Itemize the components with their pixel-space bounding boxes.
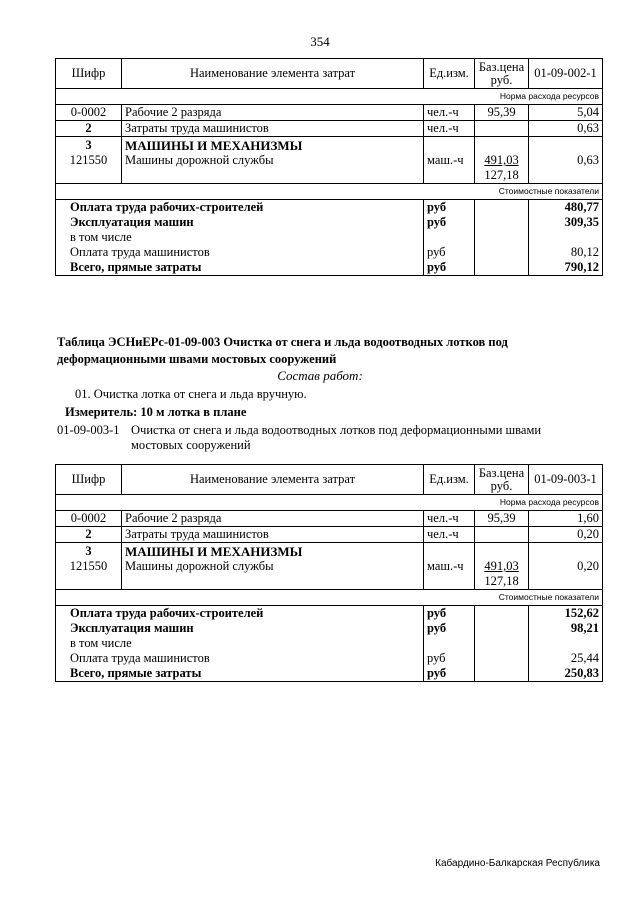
machine-unit: маш.-ч — [424, 137, 475, 184]
section-title: МАШИНЫ И МЕХАНИЗМЫ — [125, 544, 303, 559]
table-row — [56, 105, 603, 121]
machines-section-row — [56, 137, 603, 184]
summary-row — [56, 621, 603, 636]
summary-value — [529, 636, 603, 651]
summary-label: Всего, прямые затраты — [56, 666, 424, 682]
summary-value — [529, 230, 603, 245]
summary-unit — [424, 636, 475, 651]
summary-unit: руб — [424, 666, 475, 682]
resource-norm-row — [56, 495, 603, 511]
table-heading-line1: Таблица ЭСНиЕРс-01-09-003 Очистка от снега и льда водоотводных лотков под — [57, 335, 508, 349]
table-header-row — [56, 59, 603, 89]
row-name: Затраты труда машинистов — [122, 121, 424, 137]
row-value: 5,04 — [529, 105, 603, 121]
machine-price-cell — [475, 137, 529, 184]
row-name: Затраты труда машинистов — [122, 527, 424, 543]
row-value: 0,20 — [529, 527, 603, 543]
composition-title: Состав работ: — [277, 368, 363, 383]
summary-label: Эксплуатация машин — [56, 215, 424, 230]
row-unit: чел.-ч — [424, 511, 475, 527]
col-header-name: Наименование элемента затрат — [122, 465, 424, 495]
summary-value: 25,44 — [529, 651, 603, 666]
resource-norm-label: Норма расхода ресурсов — [56, 495, 603, 511]
machine-code: 121550 — [69, 559, 108, 573]
measurement-unit: Измеритель: 10 м лотка в плане — [65, 405, 247, 419]
row-name: Рабочие 2 разряда — [122, 105, 424, 121]
machine-name: Машины дорожной службы — [125, 153, 274, 167]
summary-value: 152,62 — [529, 606, 603, 622]
summary-label: Оплата труда машинистов — [56, 651, 424, 666]
summary-unit: руб — [424, 606, 475, 622]
summary-value: 250,83 — [529, 666, 603, 682]
row-value: 0,63 — [529, 121, 603, 137]
row-code: 2 — [56, 121, 122, 137]
table-header-row — [56, 465, 603, 495]
summary-value: 790,12 — [529, 260, 603, 276]
section-code: 3 — [85, 138, 92, 152]
summary-row — [56, 200, 603, 216]
row-unit: чел.-ч — [424, 105, 475, 121]
table-row — [56, 121, 603, 137]
resource-norm-label: Норма расхода ресурсов — [56, 89, 603, 105]
summary-unit: руб — [424, 245, 475, 260]
summary-row-total — [56, 260, 603, 276]
row-price: 95,39 — [475, 511, 529, 527]
col-header-unit: Ед.изм. — [424, 59, 475, 89]
section-code: 3 — [85, 544, 92, 558]
cost-indicators-row — [56, 590, 603, 606]
work-item: 01. Очистка лотка от снега и льда вручную. — [75, 387, 307, 401]
summary-label: в том числе — [56, 636, 424, 651]
machines-name-cell — [122, 543, 424, 590]
machine-operator-price: 127,18 — [484, 574, 519, 588]
section-title: МАШИНЫ И МЕХАНИЗМЫ — [125, 138, 303, 153]
table-heading — [57, 334, 597, 368]
summary-row — [56, 651, 603, 666]
row-code: 0-0002 — [56, 105, 122, 121]
summary-value: 480,77 — [529, 200, 603, 216]
summary-row — [56, 215, 603, 230]
summary-unit: руб — [424, 651, 475, 666]
summary-label: в том числе — [56, 230, 424, 245]
machines-name-cell — [122, 137, 424, 184]
machines-section-cell — [56, 543, 122, 590]
page-number: 354 — [310, 34, 330, 49]
machines-section-cell — [56, 137, 122, 184]
table-row — [56, 511, 603, 527]
col-header-price: Баз.цена руб. — [475, 59, 529, 89]
machine-value: 0,63 — [529, 137, 603, 184]
summary-label: Эксплуатация машин — [56, 621, 424, 636]
summary-value: 80,12 — [529, 245, 603, 260]
summary-label: Оплата труда рабочих-строителей — [56, 606, 424, 622]
summary-label: Оплата труда рабочих-строителей — [56, 200, 424, 216]
row-name: Рабочие 2 разряда — [122, 511, 424, 527]
summary-label: Всего, прямые затраты — [56, 260, 424, 276]
summary-unit: руб — [424, 215, 475, 230]
summary-unit: руб — [424, 621, 475, 636]
col-header-price: Баз.цена руб. — [475, 465, 529, 495]
summary-unit — [424, 230, 475, 245]
table-row — [56, 527, 603, 543]
col-header-position-code: 01-09-002-1 — [529, 59, 603, 89]
summary-label: Оплата труда машинистов — [56, 245, 424, 260]
col-header-code: Шифр — [56, 465, 122, 495]
resource-norm-row — [56, 89, 603, 105]
summary-row — [56, 230, 603, 245]
col-header-name: Наименование элемента затрат — [122, 59, 424, 89]
position-description: Очистка от снега и льда водоотводных лотков под деформационными швами мостовых сооружений — [131, 423, 542, 452]
row-price — [475, 121, 529, 137]
row-code: 2 — [56, 527, 122, 543]
row-price: 95,39 — [475, 105, 529, 121]
machine-value: 0,20 — [529, 543, 603, 590]
summary-row-total — [56, 666, 603, 682]
machines-section-row — [56, 543, 603, 590]
machine-price: 491,03 — [484, 559, 519, 573]
summary-value: 309,35 — [529, 215, 603, 230]
machine-code: 121550 — [69, 153, 108, 167]
summary-row — [56, 245, 603, 260]
summary-unit: руб — [424, 200, 475, 216]
row-unit: чел.-ч — [424, 121, 475, 137]
cost-indicators-row — [56, 184, 603, 200]
machine-name: Машины дорожной службы — [125, 559, 274, 573]
col-header-position-code: 01-09-003-1 — [529, 465, 603, 495]
cost-indicators-label: Стоимостные показатели — [56, 590, 603, 606]
position-code: 01-09-003-1 — [57, 423, 120, 437]
machine-price-cell — [475, 543, 529, 590]
col-header-unit: Ед.изм. — [424, 465, 475, 495]
estimate-table-01-09-002-1 — [55, 58, 603, 276]
summary-row — [56, 636, 603, 651]
col-header-code: Шифр — [56, 59, 122, 89]
summary-unit: руб — [424, 260, 475, 276]
footer-region: Кабардино-Балкарская Республика — [435, 858, 600, 869]
row-code: 0-0002 — [56, 511, 122, 527]
row-price — [475, 527, 529, 543]
summary-value: 98,21 — [529, 621, 603, 636]
table-heading-line2: деформационными швами мостовых сооружений — [57, 352, 337, 366]
machine-unit: маш.-ч — [424, 543, 475, 590]
estimate-table-01-09-003-1 — [55, 464, 603, 682]
row-value: 1,60 — [529, 511, 603, 527]
machine-price: 491,03 — [484, 153, 519, 167]
cost-indicators-label: Стоимостные показатели — [56, 184, 603, 200]
row-unit: чел.-ч — [424, 527, 475, 543]
summary-row — [56, 606, 603, 622]
machine-operator-price: 127,18 — [484, 168, 519, 182]
